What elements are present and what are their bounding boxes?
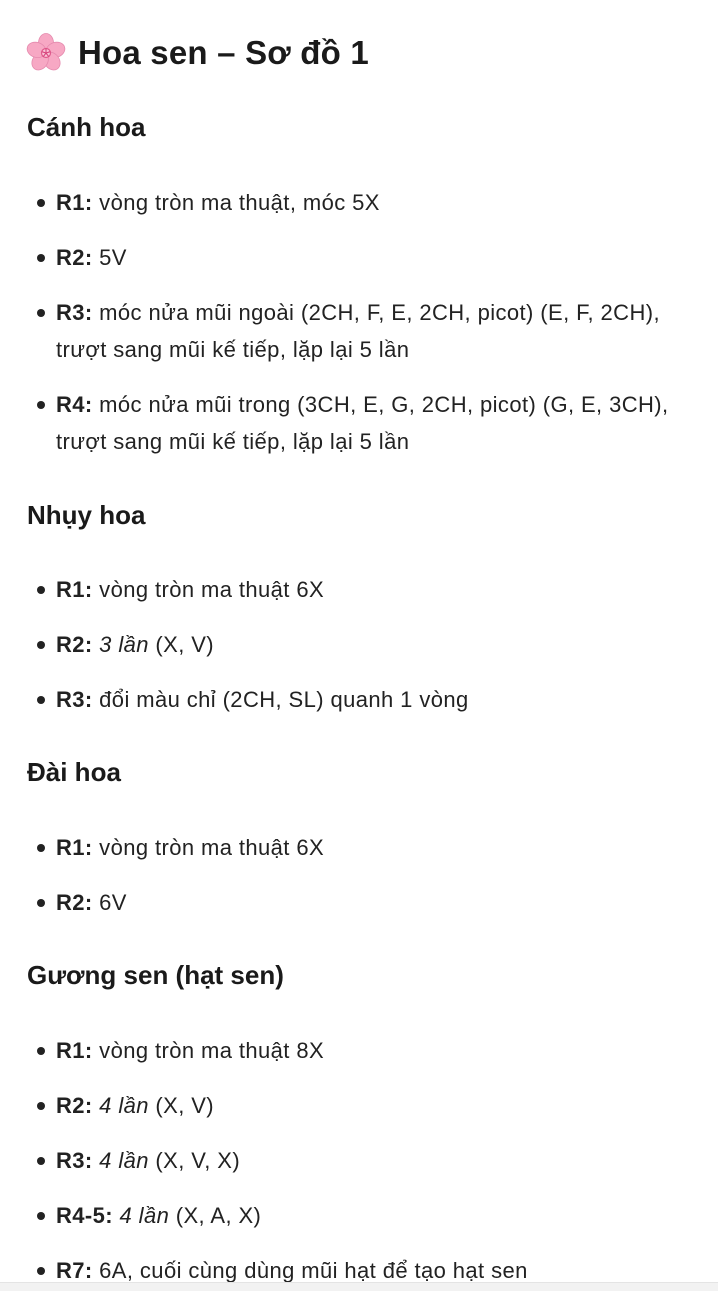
round-text: vòng tròn ma thuật, móc 5X — [92, 190, 380, 215]
round-label: R1: — [56, 1038, 93, 1063]
round-text: (X, V) — [148, 632, 215, 657]
round-text: vòng tròn ma thuật 8X — [92, 1038, 325, 1063]
list-item — [0, 184, 718, 221]
round-label: R1: — [56, 577, 93, 602]
round-text: (X, V, X) — [148, 1148, 241, 1173]
round-label: R3: — [56, 300, 93, 325]
round-label: R3: — [56, 687, 93, 712]
round-label: R1: — [56, 190, 93, 215]
list-item — [0, 829, 718, 866]
round-text: vòng tròn ma thuật 6X — [92, 835, 325, 860]
bottom-edge — [0, 1282, 718, 1291]
page-title — [26, 30, 369, 76]
round-text: (X, A, X) — [169, 1203, 262, 1228]
repeat-count: 4 lần — [99, 1093, 149, 1118]
list-item — [0, 1032, 718, 1069]
round-text: vòng tròn ma thuật 6X — [92, 577, 325, 602]
round-text: móc nửa mũi ngoài (2CH, F, E, 2CH, picot) (E, F, 2CH), trượt sang mũi kế tiếp, lặp lại 5 lần — [56, 300, 660, 362]
list-item — [0, 239, 718, 276]
repeat-count: 4 lần — [119, 1203, 170, 1228]
round-label: R2: — [56, 632, 93, 657]
round-label: R4-5: — [56, 1203, 114, 1228]
list-item — [0, 1252, 718, 1282]
round-label: R3: — [56, 1148, 93, 1173]
list-item — [0, 884, 718, 921]
repeat-count: 4 lần — [99, 1148, 149, 1173]
round-label: R7: — [56, 1258, 93, 1282]
round-text: (X, V) — [148, 1093, 215, 1118]
list-item — [0, 1087, 718, 1124]
round-label: R2: — [56, 245, 93, 270]
list-item — [0, 386, 718, 460]
cherry-blossom-icon — [26, 33, 66, 73]
round-label: R2: — [56, 1093, 93, 1118]
title-text: Hoa sen – Sơ đồ 1 — [78, 34, 369, 71]
round-label: R2: — [56, 890, 93, 915]
round-label: R1: — [56, 835, 93, 860]
section-heading: Đài hoa — [27, 757, 121, 787]
round-text: móc nửa mũi trong (3CH, E, G, 2CH, picot) (G, E, 3CH), trượt sang mũi kế tiếp, lặp lại 5 lần — [56, 392, 669, 454]
list-item — [0, 571, 718, 608]
section-heading: Nhụy hoa — [27, 500, 146, 530]
section-heading: Gương sen (hạt sen) — [27, 960, 284, 990]
list-item — [0, 1197, 718, 1234]
round-label: R4: — [56, 392, 93, 417]
list-item — [0, 626, 718, 663]
repeat-count: 3 lần — [99, 632, 149, 657]
round-text: đổi màu chỉ (2CH, SL) quanh 1 vòng — [92, 687, 469, 712]
section-heading: Cánh hoa — [27, 112, 146, 142]
list-item — [0, 681, 718, 718]
round-text: 6V — [92, 890, 127, 915]
list-item — [0, 294, 718, 368]
round-text: 5V — [92, 245, 127, 270]
round-text: 6A, cuối cùng dùng mũi hạt để tạo hạt sen — [92, 1258, 528, 1282]
list-item — [0, 1142, 718, 1179]
